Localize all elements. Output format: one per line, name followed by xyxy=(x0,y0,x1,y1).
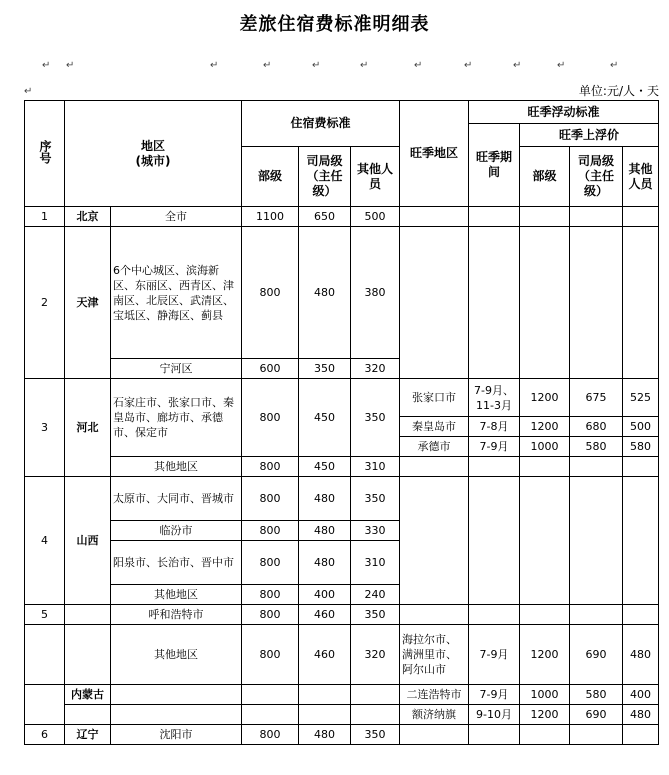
province-cell: 北京 xyxy=(65,207,111,227)
paragraph-mark-icon: ↵ xyxy=(210,60,219,71)
paragraph-mark-icon: ↵ xyxy=(557,60,566,71)
header-buji: 部级 xyxy=(242,147,299,207)
value-cell: 320 xyxy=(351,359,400,379)
value-cell: 350 xyxy=(351,379,400,457)
header-peak-others: 其他人员 xyxy=(623,147,659,207)
empty-cell xyxy=(623,725,659,745)
value-cell: 460 xyxy=(299,605,351,625)
empty-cell xyxy=(520,227,570,379)
peak-period-cell: 7-8月 xyxy=(469,417,520,437)
header-peak-period: 旺季期间 xyxy=(469,124,520,207)
city-cell: 其他地区 xyxy=(111,457,242,477)
paragraph-mark-icon: ↵ xyxy=(414,60,423,71)
value-cell: 480 xyxy=(623,625,659,685)
city-cell: 其他地区 xyxy=(111,625,242,685)
province-cell: 辽宁 xyxy=(65,725,111,745)
table-row xyxy=(25,457,659,477)
row-index: 3 xyxy=(25,379,65,477)
value-cell: 800 xyxy=(242,541,299,585)
empty-cell xyxy=(400,605,469,625)
empty-cell xyxy=(570,605,623,625)
city-cell: 呼和浩特市 xyxy=(111,605,242,625)
value-cell: 350 xyxy=(351,605,400,625)
value-cell: 690 xyxy=(570,625,623,685)
empty-cell xyxy=(351,685,400,705)
header-others: 其他人员 xyxy=(351,147,400,207)
value-cell: 800 xyxy=(242,227,299,359)
value-cell: 320 xyxy=(351,625,400,685)
value-cell: 350 xyxy=(299,359,351,379)
empty-cell xyxy=(570,725,623,745)
empty-cell xyxy=(623,227,659,379)
peak-period-cell: 7-9月 xyxy=(469,685,520,705)
value-cell: 800 xyxy=(242,457,299,477)
empty-cell xyxy=(469,605,520,625)
value-cell: 580 xyxy=(570,437,623,457)
peak-area-cell: 张家口市 xyxy=(400,379,469,417)
value-cell: 800 xyxy=(242,725,299,745)
table-row xyxy=(25,207,659,227)
city-cell: 6个中心城区、滨海新区、东丽区、西青区、津南区、北辰区、武清区、宝坻区、静海区、蓟县 xyxy=(111,227,242,359)
table-row xyxy=(25,605,659,625)
value-cell: 380 xyxy=(351,227,400,359)
peak-period-cell: 7-9月 xyxy=(469,625,520,685)
value-cell: 1000 xyxy=(520,437,570,457)
empty-cell xyxy=(65,605,111,625)
table-row xyxy=(25,625,659,685)
value-cell: 240 xyxy=(351,585,400,605)
paragraph-mark-icon: ↵ xyxy=(312,60,321,71)
value-cell: 500 xyxy=(351,207,400,227)
empty-cell xyxy=(623,605,659,625)
city-cell: 临汾市 xyxy=(111,521,242,541)
value-cell: 330 xyxy=(351,521,400,541)
value-cell: 450 xyxy=(299,457,351,477)
peak-area-cell: 承德市 xyxy=(400,437,469,457)
row-index: 1 xyxy=(25,207,65,227)
value-cell: 500 xyxy=(623,417,659,437)
empty-cell xyxy=(469,457,520,477)
value-cell: 650 xyxy=(299,207,351,227)
value-cell: 350 xyxy=(351,477,400,521)
header-peak-float: 旺季浮动标准 xyxy=(469,101,659,124)
peak-area-cell: 海拉尔市、满洲里市、阿尔山市 xyxy=(400,625,469,685)
header-region: 地区 (城市) xyxy=(65,101,242,207)
city-cell: 沈阳市 xyxy=(111,725,242,745)
empty-cell xyxy=(469,207,520,227)
value-cell: 480 xyxy=(299,541,351,585)
table-row xyxy=(25,725,659,745)
value-cell: 680 xyxy=(570,417,623,437)
empty-cell xyxy=(469,725,520,745)
province-cell: 内蒙古 xyxy=(65,685,111,705)
province-cell: 山西 xyxy=(65,477,111,605)
value-cell: 400 xyxy=(623,685,659,705)
empty-cell xyxy=(25,685,65,725)
empty-cell xyxy=(570,227,623,379)
paragraph-mark-icon: ↵ xyxy=(24,86,33,97)
header-peak-buji: 部级 xyxy=(520,147,570,207)
unit-label: 单位:元/人・天 xyxy=(578,84,659,98)
header-sijuji: 司局级（主任级） xyxy=(299,147,351,207)
peak-area-cell: 二连浩特市 xyxy=(400,685,469,705)
row-index: 2 xyxy=(25,227,65,379)
paragraph-mark-icon: ↵ xyxy=(464,60,473,71)
value-cell: 460 xyxy=(299,625,351,685)
empty-cell xyxy=(299,685,351,705)
header-peak-region: 旺季地区 xyxy=(400,101,469,207)
value-cell: 1100 xyxy=(242,207,299,227)
province-cell: 天津 xyxy=(65,227,111,379)
value-cell: 800 xyxy=(242,379,299,457)
paragraph-mark-icon: ↵ xyxy=(263,60,272,71)
peak-period-cell: 7-9月、11-3月 xyxy=(469,379,520,417)
city-cell: 宁河区 xyxy=(111,359,242,379)
city-cell: 其他地区 xyxy=(111,585,242,605)
header-lodging-standard: 住宿费标准 xyxy=(242,101,400,147)
value-cell: 480 xyxy=(299,227,351,359)
value-cell: 800 xyxy=(242,477,299,521)
row-index: 6 xyxy=(25,725,65,745)
empty-cell xyxy=(623,207,659,227)
peak-area-cell: 额济纳旗 xyxy=(400,705,469,725)
value-cell: 310 xyxy=(351,541,400,585)
value-cell: 350 xyxy=(351,725,400,745)
value-cell: 450 xyxy=(299,379,351,457)
empty-cell xyxy=(469,477,520,605)
value-cell: 480 xyxy=(299,477,351,521)
lodging-standard-table xyxy=(24,100,659,745)
empty-cell xyxy=(520,207,570,227)
header-peak-sijuji: 司局级（主任级） xyxy=(570,147,623,207)
value-cell: 600 xyxy=(242,359,299,379)
value-cell: 800 xyxy=(242,585,299,605)
empty-cell xyxy=(65,705,111,725)
paragraph-mark-icon: ↵ xyxy=(610,60,619,71)
empty-cell xyxy=(520,725,570,745)
value-cell: 1000 xyxy=(520,685,570,705)
value-cell: 1200 xyxy=(520,417,570,437)
table-row xyxy=(25,685,659,705)
city-cell: 阳泉市、长治市、晋中市 xyxy=(111,541,242,585)
paragraph-mark-icon: ↵ xyxy=(513,60,522,71)
value-cell: 580 xyxy=(570,685,623,705)
empty-cell xyxy=(570,457,623,477)
empty-cell xyxy=(520,605,570,625)
empty-cell xyxy=(570,477,623,605)
empty-cell xyxy=(623,457,659,477)
province-cell: 河北 xyxy=(65,379,111,477)
empty-cell xyxy=(520,477,570,605)
value-cell: 800 xyxy=(242,605,299,625)
value-cell: 480 xyxy=(623,705,659,725)
value-cell: 400 xyxy=(299,585,351,605)
empty-cell xyxy=(400,477,469,605)
value-cell: 580 xyxy=(623,437,659,457)
value-cell: 690 xyxy=(570,705,623,725)
value-cell: 675 xyxy=(570,379,623,417)
peak-area-cell: 秦皇岛市 xyxy=(400,417,469,437)
empty-cell xyxy=(400,207,469,227)
page-title: 差旅住宿费标准明细表 xyxy=(239,14,430,35)
empty-cell xyxy=(400,457,469,477)
empty-cell xyxy=(299,705,351,725)
table-row xyxy=(25,379,659,417)
empty-cell xyxy=(400,227,469,379)
row-index: 4 xyxy=(25,477,65,605)
paragraph-mark-icon: ↵ xyxy=(360,60,369,71)
city-cell: 全市 xyxy=(111,207,242,227)
peak-period-cell: 7-9月 xyxy=(469,437,520,457)
value-cell: 800 xyxy=(242,625,299,685)
header-index: 序号 xyxy=(25,101,65,207)
empty-cell xyxy=(469,227,520,379)
row-index: 5 xyxy=(25,605,65,625)
value-cell: 800 xyxy=(242,521,299,541)
empty-cell xyxy=(520,457,570,477)
table-row xyxy=(25,705,659,725)
value-cell: 480 xyxy=(299,521,351,541)
header-peak-up: 旺季上浮价 xyxy=(520,124,659,147)
peak-period-cell: 9-10月 xyxy=(469,705,520,725)
empty-cell xyxy=(400,725,469,745)
empty-cell xyxy=(111,705,242,725)
value-cell: 1200 xyxy=(520,705,570,725)
empty-cell xyxy=(570,207,623,227)
empty-cell xyxy=(65,625,111,685)
paragraph-mark-icon: ↵ xyxy=(42,60,51,71)
empty-cell xyxy=(623,477,659,605)
table-row xyxy=(25,477,659,521)
city-cell: 石家庄市、张家口市、秦皇岛市、廊坊市、承德市、保定市 xyxy=(111,379,242,457)
empty-cell xyxy=(111,685,242,705)
city-cell: 太原市、大同市、晋城市 xyxy=(111,477,242,521)
empty-cell xyxy=(242,685,299,705)
paragraph-mark-icon: ↵ xyxy=(66,60,75,71)
value-cell: 1200 xyxy=(520,379,570,417)
empty-cell xyxy=(25,625,65,685)
value-cell: 1200 xyxy=(520,625,570,685)
empty-cell xyxy=(351,705,400,725)
value-cell: 525 xyxy=(623,379,659,417)
empty-cell xyxy=(242,705,299,725)
value-cell: 480 xyxy=(299,725,351,745)
table-row xyxy=(25,227,659,359)
value-cell: 310 xyxy=(351,457,400,477)
